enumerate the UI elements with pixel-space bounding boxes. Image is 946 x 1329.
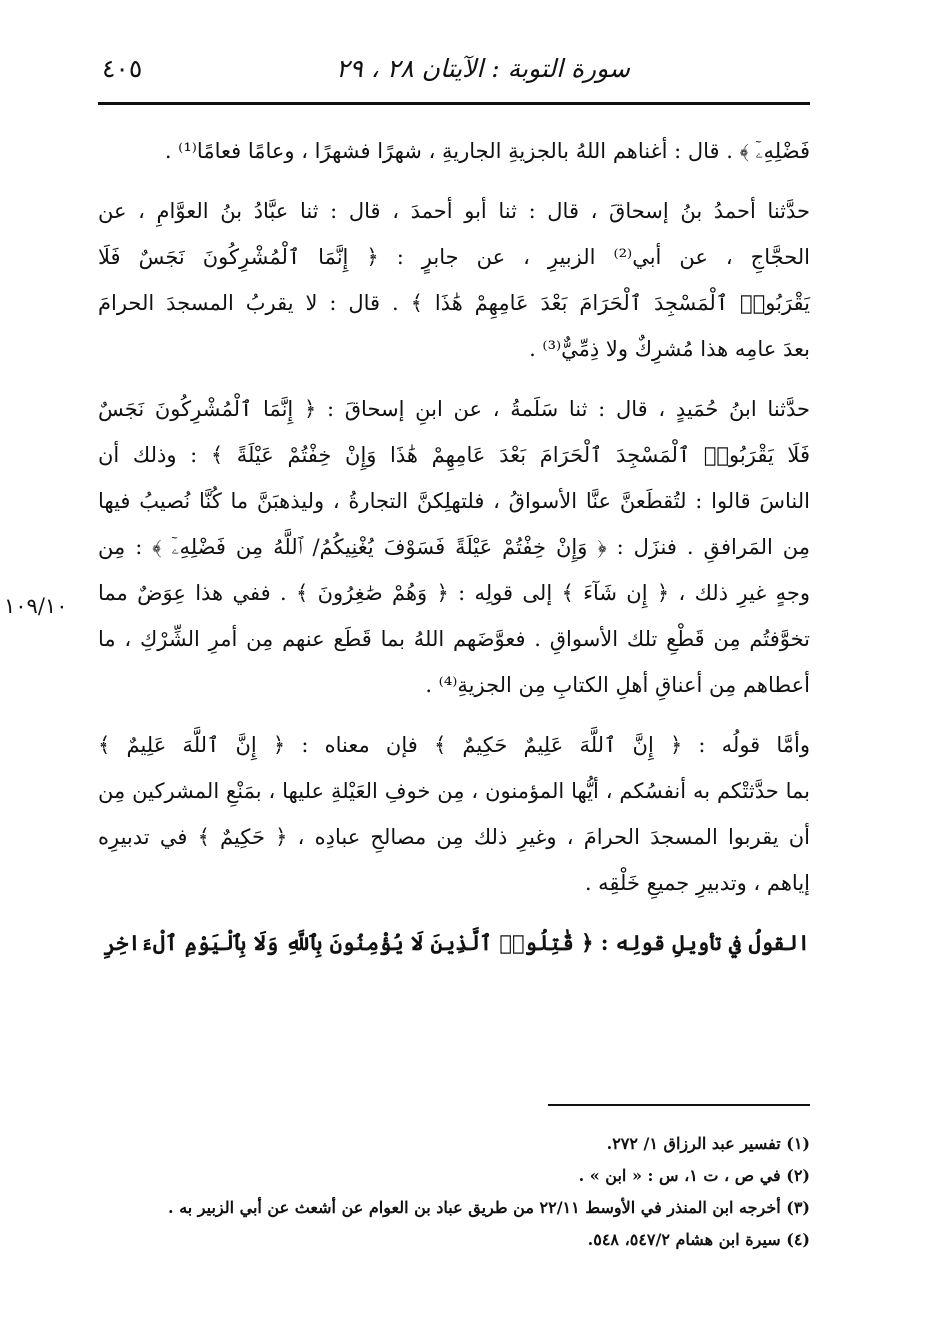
header-divider — [98, 102, 810, 105]
text-line: بعدَ عامِه هذا مُشرِكٌ ولا ذِمِّيٌّ⁽³⁾ . — [529, 337, 810, 361]
text-line: الناسَ قالوا : لتُقطَعنَّ عنَّا الأسواقُ ، فلتهلِكنَّ التجارةُ ، وليذهبَنَّ ما كُنَّا نُصيبُ فيها — [98, 489, 810, 513]
margin-reference: ١٠٩/١٠ — [4, 594, 68, 618]
footnote-divider — [548, 1104, 810, 1106]
footnote: (٢) في ص ، ت ١، س : « ابن » . — [578, 1166, 810, 1185]
footnote: (٤) سيرة ابن هشام ٥٤٧/٢، ٥٤٨. — [587, 1230, 810, 1249]
section-heading — [98, 920, 810, 966]
text-line: تخوَّفتُم مِن قَطْعِ تلك الأسواقِ . فعوَّضَهم اللهُ بما قَطَع عنهم مِن أمرِ الشِّرْكِ ، ما — [98, 627, 810, 651]
text-line: بما حدَّثتْكم به أنفسُكم ، أيُّها المؤمنون ، مِن خوفِ العَيْلةِ عليها ، بمَنْعِ المشركين مِن — [98, 779, 810, 803]
page-number: ٤٠٥ — [102, 54, 143, 83]
footnote: (٣) أخرجه ابن المنذر في الأوسط ٢٢/١١ من طريق عباد بن العوام عن أشعث عن أبي الزبير به . — [168, 1198, 810, 1217]
text-line: القولُ في تأويلِ قولِه : ﴿ قَٰتِلُوا۟ ٱلَّذِينَ لَا يُؤْمِنُونَ بِٱللَّهِ وَلَا بِٱلْيَوْمِ ٱلْءَاخِرِ — [103, 930, 810, 955]
main-text — [98, 128, 810, 980]
paragraph — [98, 386, 810, 708]
footnotes — [98, 1128, 810, 1256]
text-line: وجهٍ غيرِ ذلك ، ﴿ إِن شَآءَ ﴾ إلى قولِه : ﴿ وَهُمْ صَٰغِرُونَ ﴾ . ففي هذا عِوَضٌ مما — [98, 581, 810, 605]
paragraph — [98, 128, 810, 174]
text-line: حدَّثنا ابنُ حُمَيدٍ ، قال : ثنا سَلَمةُ ، عن ابنِ إسحاقَ : ﴿ إِنَّمَا ٱلْمُشْرِكُونَ نَجَسٌ — [98, 397, 810, 421]
page-header — [98, 50, 810, 100]
text-line: إياهم ، وتدبيرِ جميعِ خَلْقِه . — [584, 871, 810, 895]
text-line: أن يقربوا المسجدَ الحرامَ ، وغيرِ ذلك مِن مصالحِ عبادِه ، ﴿ حَكِيمٌ ﴾ في تدبيرِه — [98, 825, 810, 849]
text-line: حدَّثنا أحمدُ بنُ إسحاقَ ، قال : ثنا أبو أحمدَ ، قال : ثنا عبَّادُ بنُ العوَّامِ ، عن — [98, 199, 811, 223]
text-line: فَضْلِهِۦٓ ﴾ . قال : أغناهم اللهُ بالجزيةِ الجاريةِ ، شهرًا فشهرًا ، وعامًا فعامًا⁽¹⁾ . — [164, 139, 810, 163]
text-line: الحجَّاجِ ، عن أبي⁽²⁾ الزبيرِ ، عن جابرٍ : ﴿ إِنَّمَا ٱلْمُشْرِكُونَ نَجَسٌ فَلَا — [98, 245, 810, 269]
footnote: (١) تفسير عبد الرزاق ١/ ٢٧٢. — [606, 1134, 810, 1153]
text-line: أعطاهم مِن أعناقِ أهلِ الكتابِ مِن الجزيةِ⁽⁴⁾ . — [425, 673, 810, 697]
text-line: مِن المَرافقِ . فنزَل : ﴿ وَإِنْ خِفْتُمْ عَيْلَةً فَسَوْفَ يُغْنِيكُمُ/ ٱللَّهُ مِن فَضْلِهِۦٓ ﴾ : مِن — [98, 535, 810, 559]
running-title: سورة التوبة : الآيتان ٢٨ ، ٢٩ — [336, 54, 630, 83]
text-line: فَلَا يَقْرَبُوا۟ ٱلْمَسْجِدَ ٱلْحَرَامَ بَعْدَ عَامِهِمْ هَٰذَا وَإِنْ خِفْتُمْ عَيْلَةً ﴾ : وذلك أن — [98, 443, 810, 467]
text-line: وأمَّا قولُه : ﴿ إِنَّ ٱللَّهَ عَلِيمٌ حَكِيمٌ ﴾ فإن معناه : ﴿ إِنَّ ٱللَّهَ عَلِيمٌ ﴾ — [98, 733, 810, 757]
paragraph — [98, 722, 810, 906]
paragraph — [98, 188, 810, 372]
text-line: يَقْرَبُوا۟ ٱلْمَسْجِدَ ٱلْحَرَامَ بَعْدَ عَامِهِمْ هَٰذَا ﴾ . قال : لا يقربُ المسجدَ الحرامَ — [98, 291, 810, 315]
